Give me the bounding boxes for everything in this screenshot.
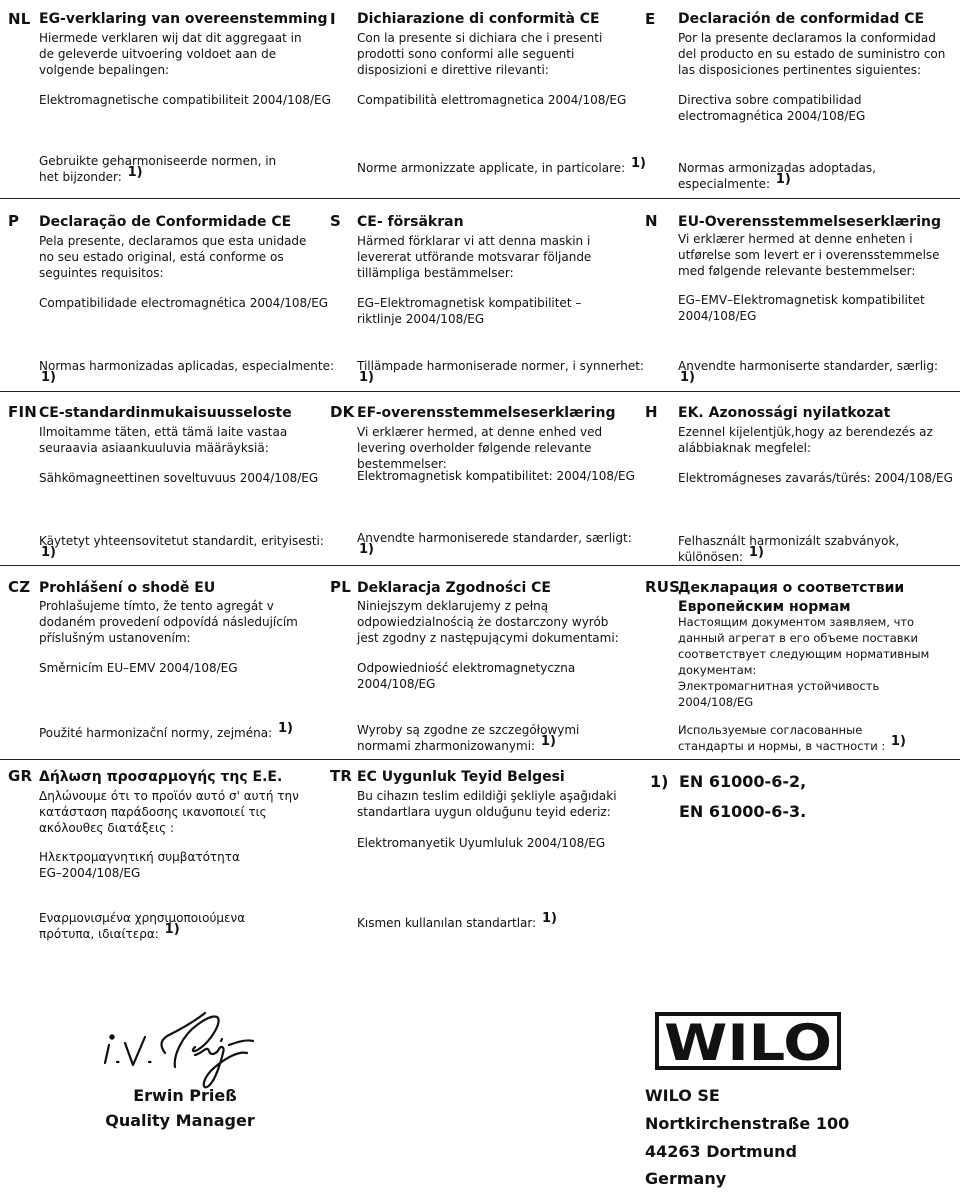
- company-country: Germany: [645, 1169, 727, 1188]
- language-code: NL: [8, 10, 31, 28]
- footnote-ref: 1): [359, 370, 374, 385]
- footnote-ref: 1): [41, 545, 56, 560]
- declaration-intro: Prohlašujeme tímto, že tento agregát v dodaném provedení odpovídá následujícím příslušným ustanovením:: [39, 599, 298, 645]
- wilo-logo: [655, 1012, 841, 1070]
- language-code: TR: [330, 767, 353, 785]
- harmonised-norms: [357, 530, 647, 563]
- footnote-ref: 1): [748, 545, 764, 560]
- signatory-role: Quality Manager: [105, 1111, 255, 1130]
- directive-text: Электромагнитная устойчивость 2004/108/EG: [678, 679, 880, 709]
- directive-text: Compatibilità elettromagnetica 2004/108/EG: [357, 93, 627, 107]
- company-street: Nortkirchenstraße 100: [645, 1114, 850, 1133]
- language-code: I: [330, 10, 336, 28]
- language-code: P: [8, 212, 20, 230]
- directive-text: EG–Elektromagnetisk kompatibilitet – riktlinje 2004/108/EG: [357, 296, 582, 326]
- norms-text: Použité harmonizační normy, zejména:: [39, 726, 273, 740]
- declaration-title-line-2: Европейским нормам: [678, 599, 851, 615]
- separator-1: [0, 198, 960, 199]
- harmonised-norms: [357, 358, 647, 391]
- norms-text: Anvendte harmoniserede standarder, særligt:: [357, 531, 632, 545]
- declaration-intro: Pela presente, declaramos que esta unidade no seu estado original, está conforme os seguintes requisitos:: [39, 234, 307, 280]
- footnote-ref: 1): [277, 721, 293, 736]
- harmonised-norms: [357, 722, 632, 755]
- declaration-intro: Bu cihazın teslim edildiği şekliyle aşağıdaki standartlara uygun olduğunu teyid ederiz:: [357, 789, 617, 819]
- directive-text: Ηλεκτρομαγνητική συμβατότητα EG–2004/108/EG: [39, 850, 240, 880]
- footnote-ref: 1): [890, 734, 906, 749]
- language-code: H: [645, 403, 658, 421]
- declaration-intro: Con la presente si dichiara che i presenti prodotti sono conformi alle seguenti disposizioni e direttive rilevanti:: [357, 31, 603, 77]
- harmonised-norms: [357, 911, 647, 932]
- declaration-intro: Niniejszym deklarujemy z pełną odpowiedzialnością że dostarczony wyrób jest zgodny z następującymi dokumentami:: [357, 599, 619, 645]
- declaration-title: Δήλωση προσαρμογής της Ε.Ε.: [39, 769, 283, 785]
- declaration-title: EF-overensstemmelseserklæring: [357, 405, 616, 421]
- footnote-ref: 1): [127, 165, 143, 180]
- language-code: CZ: [8, 578, 31, 596]
- footnote-ref: 1): [540, 734, 556, 749]
- directive-text: Elektromágneses zavarás/türés: 2004/108/EG: [678, 471, 953, 485]
- standard-1: EN 61000-6-2,: [679, 772, 807, 791]
- footnote-ref: 1): [680, 370, 695, 385]
- language-code: FIN: [8, 403, 37, 421]
- directive-text: Elektromagnetisk kompatibilitet: 2004/108/EG: [357, 469, 635, 483]
- directive-text: Elektromagnetische compatibiliteit 2004/108/EG: [39, 93, 331, 107]
- declaration-title: Declaração de Conformidade CE: [39, 214, 292, 230]
- norms-text: Käytetyt yhteensovitetut standardit, erityisesti:: [39, 534, 324, 548]
- declaration-title: Prohlášení o shodě EU: [39, 580, 216, 596]
- norms-text: Norme armonizzate applicate, in particolare:: [357, 161, 626, 175]
- company-name: WILO SE: [645, 1086, 720, 1105]
- language-code: PL: [330, 578, 351, 596]
- declaration-title: EU-Overensstemmelseserklæring: [678, 214, 941, 230]
- company-city: 44263 Dortmund: [645, 1142, 797, 1161]
- declaration-title: Declaración de conformidad CE: [678, 11, 925, 27]
- declaration-intro: Härmed förklarar vi att denna maskin i levererat utförande motsvarar följande tillämpliga bestämmelser:: [357, 234, 592, 280]
- directive-text: Směrnicím EU–EMV 2004/108/EG: [39, 661, 238, 675]
- declaration-intro: Ilmoitamme täten, että tämä laite vastaa seuraavia asiaankuuluvia määräyksiä:: [39, 425, 288, 455]
- declaration-intro: Ezennel kijelentjük,hogy az berendezés az alábbiaknak megfelel:: [678, 425, 933, 455]
- harmonised-norms: [357, 156, 647, 177]
- declaration-title: Декларация о соответствии: [678, 580, 905, 596]
- declaration-intro: Vi erklærer hermed at denne enheten i utførelse som levert er i overensstemmelse med følgende relevante bestemmelser:: [678, 232, 940, 278]
- declaration-title: EC Uygunluk Teyid Belgesi: [357, 769, 565, 785]
- directive-text: Sähkömagneettinen soveltuvuus 2004/108/EG: [39, 471, 319, 485]
- norms-text: Εναρμονισμένα χρησιμοποιούμενα πρότυπα, ιδιαίτερα:: [39, 911, 246, 941]
- language-code: E: [645, 10, 656, 28]
- harmonised-norms: [678, 722, 918, 755]
- declaration-title: EG-verklaring van overeenstemming: [39, 11, 328, 27]
- language-code: GR: [8, 767, 33, 785]
- directive-text: Compatibilidade electromagnética 2004/108/EG: [39, 296, 329, 310]
- footnote-ref: 1): [631, 156, 646, 171]
- footnote-ref: 1): [41, 370, 56, 385]
- footnote-ref: 1): [164, 922, 180, 937]
- norms-text: Gebruikte geharmoniseerde normen, in het bijzonder:: [39, 154, 277, 184]
- wilo-logo-text: WILO: [664, 1014, 832, 1070]
- harmonised-norms: [39, 910, 289, 943]
- harmonised-norms: [39, 721, 329, 742]
- declaration-title: CE-standardinmukaisuusseloste: [39, 405, 292, 421]
- directive-text: Elektromanyetik Uyumluluk 2004/108/EG: [357, 836, 606, 850]
- norms-text: Anvendte harmoniserte standarder, særlig:: [678, 359, 939, 373]
- directive-text: Directiva sobre compatibilidad electromagnética 2004/108/EG: [678, 93, 866, 123]
- harmonised-norms: [39, 153, 284, 186]
- norms-text: Используемые согласованные стандарты и нормы, в частности :: [678, 723, 886, 753]
- harmonised-norms: [39, 533, 329, 566]
- directive-text: Odpowiedniość elektromagnetyczna 2004/108/EG: [357, 661, 576, 691]
- declaration-intro: Hiermede verklaren wij dat dit aggregaat in de geleverde uitvoering voldoet aan de volgende bepalingen:: [39, 31, 302, 77]
- norms-text: Normas armonizadas adoptadas, especialmente:: [678, 161, 876, 191]
- footnote-ref: 1): [542, 911, 558, 926]
- declaration-title: EK. Azonossági nyilatkozat: [678, 405, 891, 421]
- footnote-ref: 1): [359, 542, 374, 557]
- separator-2: [0, 391, 960, 392]
- standards-footnote-marker: 1): [650, 772, 669, 791]
- standard-2: EN 61000-6-3.: [679, 802, 807, 821]
- declaration-title: Dichiarazione di conformità CE: [357, 11, 600, 27]
- norms-text: Wyroby są zgodne ze szczegółowymi normami zharmonizowanymi:: [357, 723, 580, 753]
- declaration-intro: Δηλώνουμε ότι το προϊόν αυτό σ' αυτή την κατάσταση παράδοσης ικανοποιεί τις ακόλουθες διατάξεις :: [39, 789, 299, 835]
- language-code: S: [330, 212, 342, 230]
- footnote-ref: 1): [775, 172, 791, 187]
- language-code: N: [645, 212, 658, 230]
- signatory-name: Erwin Prieß: [133, 1086, 237, 1105]
- norms-text: Tillämpade harmoniserade normer, i synnerhet:: [357, 359, 645, 373]
- declaration-title: Deklaracja Zgodności CE: [357, 580, 551, 596]
- language-code: DK: [330, 403, 355, 421]
- harmonised-norms: [678, 160, 958, 193]
- harmonised-norms: [678, 533, 958, 566]
- norms-text: Felhasznált harmonizált szabványok, különösen:: [678, 534, 900, 564]
- declaration-title: CE- försäkran: [357, 214, 464, 230]
- declaration-intro: Por la presente declaramos la conformidad del producto en su estado de suministro con las disposiciones pertinentes siguientes:: [678, 31, 946, 77]
- harmonised-norms: [39, 358, 339, 391]
- declaration-intro: Vi erklærer hermed, at denne enhed ved levering overholder følgende relevante bestemmelser:: [357, 425, 603, 471]
- norms-text: Normas harmonizadas aplicadas, especialmente:: [39, 359, 334, 373]
- norms-text: Kısmen kullanılan standartlar:: [357, 916, 537, 930]
- declaration-intro: Настоящим документом заявляем, что данный агрегат в его объеме поставки соответствует следующим нормативным документам:: [678, 615, 930, 677]
- directive-text: EG–EMV–Elektromagnetisk kompatibilitet 2004/108/EG: [678, 293, 925, 323]
- handwritten-signature: [95, 995, 265, 1090]
- language-code: RUS: [645, 578, 681, 596]
- harmonised-norms: [678, 358, 958, 391]
- separator-4: [0, 759, 960, 760]
